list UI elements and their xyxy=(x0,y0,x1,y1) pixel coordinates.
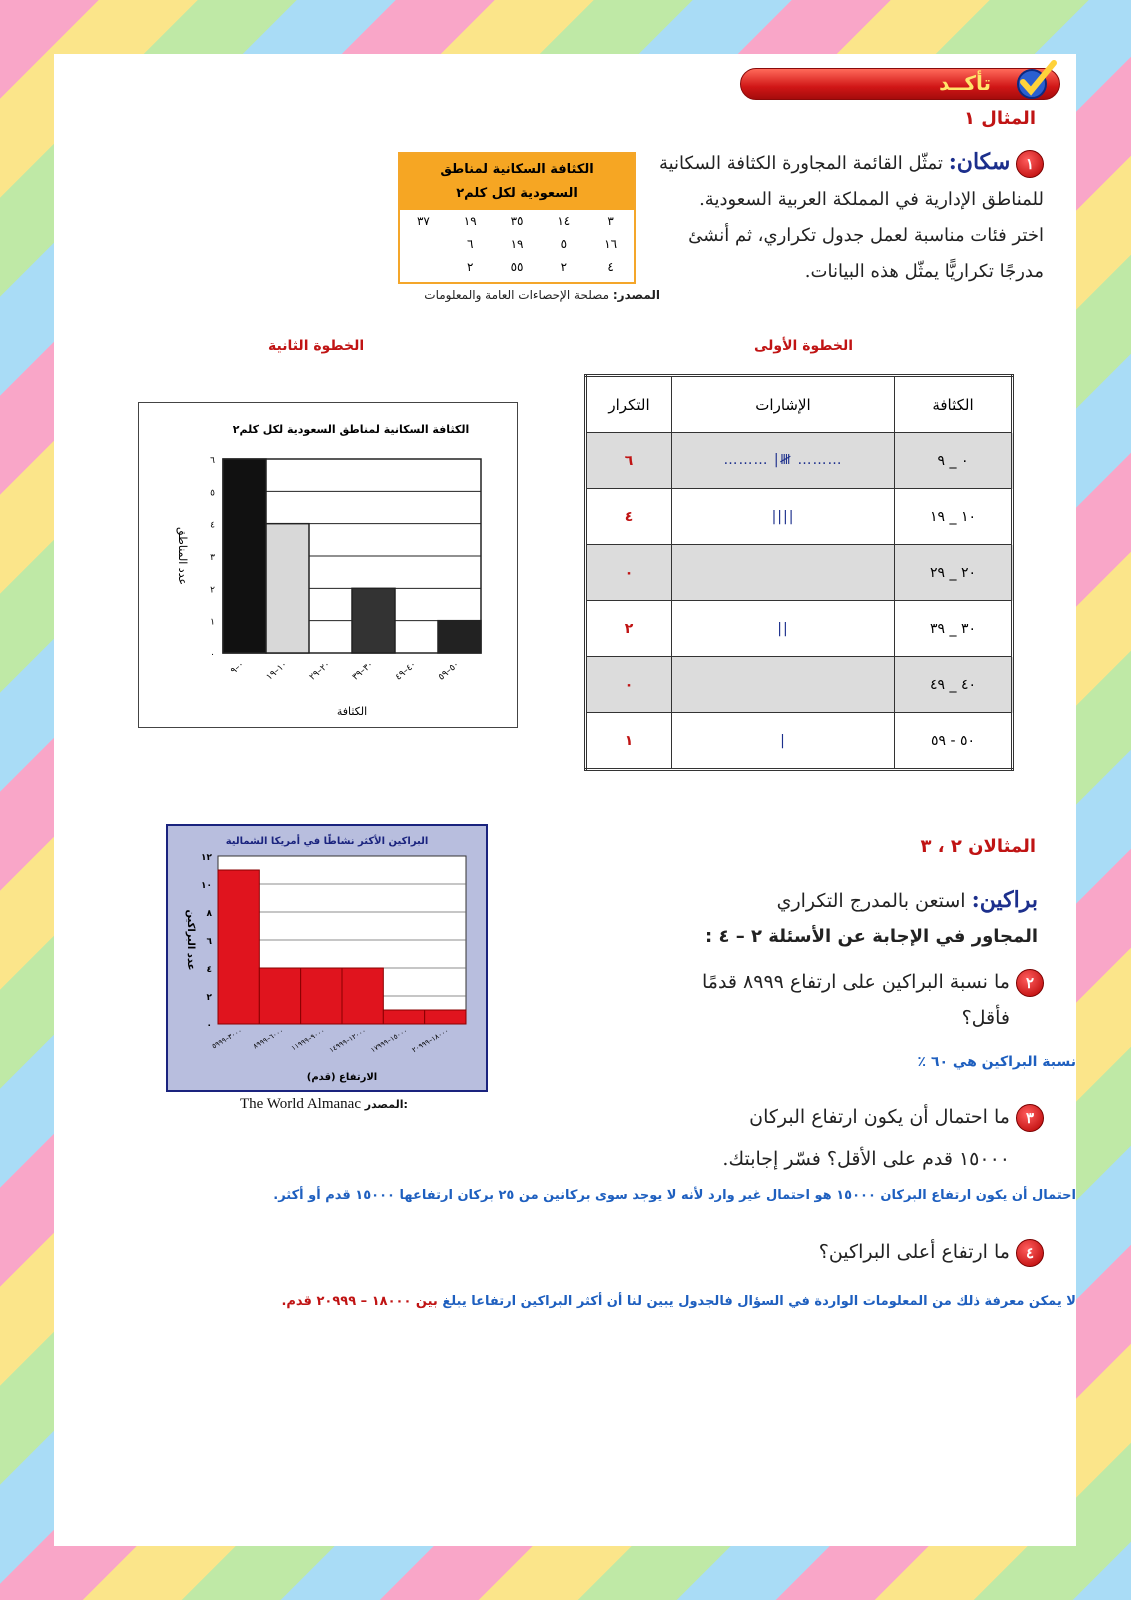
question-number-badge: ١ xyxy=(1016,150,1044,178)
row-tally: |||| xyxy=(672,489,895,545)
row-density: ٠ _ ٩ xyxy=(895,433,1013,489)
x-tick-label: ٤٠–٤٩ xyxy=(393,659,419,683)
chart-title: الكثافة السكانية لمناطق السعودية لكل كلم٢ xyxy=(232,423,470,436)
header-tally: الإشارات xyxy=(672,376,895,433)
row-density: ١٠ _ ١٩ xyxy=(895,489,1013,545)
density-table-row xyxy=(400,210,634,233)
question4-answer xyxy=(96,1294,1076,1309)
question3 xyxy=(624,1096,1044,1180)
row-frequency: ٢ xyxy=(586,601,672,657)
y-tick-label: ٢ xyxy=(210,585,215,596)
y-tick-label: ١٠ xyxy=(201,881,212,891)
density-table-cell xyxy=(407,233,439,256)
density-table-row xyxy=(400,233,634,256)
y-axis-label: عدد البراكين xyxy=(185,909,196,971)
row-frequency: ٠ xyxy=(586,657,672,713)
row-frequency: ٠ xyxy=(586,545,672,601)
row-tally xyxy=(672,433,895,489)
row-frequency: ٤ xyxy=(586,489,672,545)
density-table-cell: ٤ xyxy=(607,260,614,274)
section-header-title: تأكــد xyxy=(939,71,991,95)
x-tick-label: ١٠–١٩ xyxy=(264,659,290,683)
table-row xyxy=(586,657,1013,713)
row-tally: | xyxy=(672,713,895,770)
density-table-title-line1: الكثافة السكانية لمناطق xyxy=(440,162,594,177)
density-table-title xyxy=(400,154,634,210)
density-table-cell: ٥٥ xyxy=(510,260,524,274)
y-tick-label: ١ xyxy=(210,617,215,628)
question3-line2: ١٥٠٠٠ قدم على الأقل؟ فسّر إجابتك. xyxy=(722,1148,1010,1170)
density-table-cell: ٦ xyxy=(466,237,474,251)
example23-intro-line2: المجاور في الإجابة عن الأسئلة ٢ – ٤ : xyxy=(705,926,1038,947)
step1-title: الخطوة الأولى xyxy=(754,338,854,354)
table-row xyxy=(586,601,1013,657)
density-table-cell: ٣٥ xyxy=(510,214,524,228)
bar xyxy=(259,968,300,1024)
question2 xyxy=(624,964,1044,1036)
density-table-cell: ١٩ xyxy=(463,214,477,228)
example23-intro-line1: استعن بالمدرج التكراري xyxy=(776,890,966,912)
row-density: ٣٠ _ ٣٩ xyxy=(895,601,1013,657)
x-axis-label: الكثافة xyxy=(336,705,368,718)
example1-label: سكان: xyxy=(948,149,1011,175)
example1-line4: مدرجًا تكراريًّا يمثّل هذه البيانات. xyxy=(804,261,1044,282)
table-row xyxy=(586,489,1013,545)
question4-answer-blue: لا يمكن معرفة ذلك من المعلومات الواردة في السؤال فالجدول يبين لنا أن أكثر البراكين ارتفاعا يبلغ xyxy=(442,1294,1076,1309)
step2-title: الخطوة الثانية xyxy=(268,338,365,354)
bar xyxy=(438,621,481,653)
volcano-histogram xyxy=(166,824,488,1092)
bar xyxy=(223,459,266,653)
question4-line1: ما ارتفاع أعلى البراكين؟ xyxy=(818,1241,1010,1263)
question-number-badge: ٤ xyxy=(1016,1239,1044,1267)
chart-title: البراكين الأكثر نشاطًا في أمريكا الشمالية xyxy=(225,836,429,847)
y-tick-label: ١٢ xyxy=(201,853,212,863)
bar xyxy=(383,1010,424,1024)
x-axis-label: الارتفاع (قدم) xyxy=(306,1072,378,1083)
x-tick-label: ٩٠٠٠–١١٩٩٩ xyxy=(289,1026,327,1053)
question2-line2: فأقل؟ xyxy=(961,1007,1010,1029)
frequency-table-header-row xyxy=(586,376,1013,433)
x-tick-label: ٠–٩ xyxy=(229,659,247,677)
question3-line1: ما احتمال أن يكون ارتفاع البركان xyxy=(749,1106,1010,1128)
table-row xyxy=(586,545,1013,601)
row-density: ٥٠ - ٥٩ xyxy=(895,713,1013,770)
y-axis-label: عدد المناطق xyxy=(176,526,189,586)
volcano-source-label: المصدر: xyxy=(364,1098,408,1111)
x-tick-label: ٣٠–٣٩ xyxy=(350,659,376,683)
question2-line1: ما نسبة البراكين على ارتفاع ٨٩٩٩ قدمًا xyxy=(701,971,1010,993)
question2-answer: نسبة البراكين هي ٦٠ ٪ xyxy=(917,1054,1076,1070)
row-density: ٢٠ _ ٢٩ xyxy=(895,545,1013,601)
table-row xyxy=(586,433,1013,489)
x-tick-label: ١٢٠٠٠–١٤٩٩٩ xyxy=(328,1026,368,1055)
example23-label: براكين: xyxy=(971,887,1038,913)
example1-title: المثال ١ xyxy=(964,108,1036,129)
y-tick-label: ٦ xyxy=(210,456,215,466)
row-frequency: ٦ xyxy=(586,433,672,489)
density-table-rows xyxy=(400,210,634,279)
row-tally xyxy=(672,657,895,713)
density-table-cell: ١٤ xyxy=(557,214,571,228)
y-tick-label: ٥ xyxy=(210,488,215,499)
x-tick-label: ١٥٠٠٠–١٧٩٩٩ xyxy=(369,1026,409,1055)
bar xyxy=(425,1010,466,1024)
row-tally: || xyxy=(672,601,895,657)
example23-title: المثالان ٢ ، ٣ xyxy=(920,836,1036,857)
table-row xyxy=(586,713,1013,770)
volcano-source-text: The World Almanac xyxy=(240,1096,361,1112)
density-table-title-line2: السعودية لكل كلم٢ xyxy=(456,186,578,201)
example23-intro xyxy=(618,882,1038,955)
question4-answer-red: بين ١٨٠٠٠ – ٢٠٩٩٩ قدم. xyxy=(281,1294,438,1309)
bar xyxy=(301,968,342,1024)
x-tick-label: ٥٠–٥٩ xyxy=(436,659,462,683)
density-table-cell: ٣٧ xyxy=(416,214,430,228)
example1-line2: للمناطق الإدارية في المملكة العربية السعودية. xyxy=(699,189,1044,210)
density-table-cell: ١٩ xyxy=(510,237,524,251)
volcano-source xyxy=(240,1096,408,1113)
section-header-bar xyxy=(740,68,1060,100)
density-table-cell: ٢ xyxy=(466,260,474,274)
question-number-badge: ٣ xyxy=(1016,1104,1044,1132)
x-tick-label: ٢٠–٢٩ xyxy=(307,659,333,683)
y-tick-label: ٦ xyxy=(206,937,212,947)
example1-line3: اختر فئات مناسبة لعمل جدول تكراري، ثم أنشئ xyxy=(688,225,1044,246)
y-tick-label: ٤ xyxy=(206,965,212,975)
row-tally xyxy=(672,545,895,601)
density-histogram xyxy=(138,402,518,728)
density-data-table xyxy=(398,152,636,284)
x-tick-label: ٣٠٠٠–٥٩٩٩ xyxy=(210,1026,244,1051)
density-source-label: المصدر: xyxy=(612,288,660,302)
density-table-cell: ٢ xyxy=(560,260,568,274)
y-tick-label: ٣ xyxy=(210,553,215,563)
density-table-cell: ١٦ xyxy=(604,237,618,251)
row-frequency: ١ xyxy=(586,713,672,770)
y-tick-label: ٤ xyxy=(210,520,215,531)
question4 xyxy=(624,1234,1044,1270)
frequency-table xyxy=(584,374,1014,771)
x-tick-label: ١٨٠٠٠–٢٠٩٩٩ xyxy=(410,1026,451,1055)
header-density: الكثافة xyxy=(895,376,1013,433)
density-source xyxy=(424,288,660,302)
question-number-badge: ٢ xyxy=(1016,969,1044,997)
checkmark-icon xyxy=(1014,60,1058,100)
worksheet-page xyxy=(54,54,1076,1546)
volcano-histogram-svg xyxy=(168,826,486,1090)
row-density: ٤٠ _ ٤٩ xyxy=(895,657,1013,713)
question3-answer: احتمال أن يكون ارتفاع البركان ١٥٠٠٠ هو احتمال غير وارد لأنه لا يوجد سوى بركانين من ٢٥ بركان ارتفاعها ١٥٠٠٠ قدم أو أكثر. xyxy=(273,1188,1076,1203)
density-table-cell xyxy=(407,256,439,279)
example1-line1: تمثّل القائمة المجاورة الكثافة السكانية xyxy=(658,153,943,174)
density-source-text: مصلحة الإحصاءات العامة والمعلومات xyxy=(424,288,610,302)
density-table-cell: ٥ xyxy=(560,237,568,251)
header-frequency: التكرار xyxy=(586,376,672,433)
y-tick-label: ٢ xyxy=(206,993,212,1003)
density-table-row xyxy=(400,256,634,279)
tally-marks: ……… 𝍸| ……… xyxy=(723,451,843,468)
bar xyxy=(352,588,395,653)
y-tick-label: ٠ xyxy=(206,1021,212,1031)
bar xyxy=(266,524,309,653)
bar xyxy=(218,870,259,1024)
bar xyxy=(342,968,383,1024)
example1-text xyxy=(624,144,1044,290)
y-tick-label: ٠ xyxy=(210,650,215,660)
density-table-cell: ٣ xyxy=(607,214,614,228)
x-tick-label: ٦٠٠٠–٨٩٩٩ xyxy=(251,1026,285,1051)
y-tick-label: ٨ xyxy=(206,909,212,919)
density-histogram-svg xyxy=(139,403,517,727)
